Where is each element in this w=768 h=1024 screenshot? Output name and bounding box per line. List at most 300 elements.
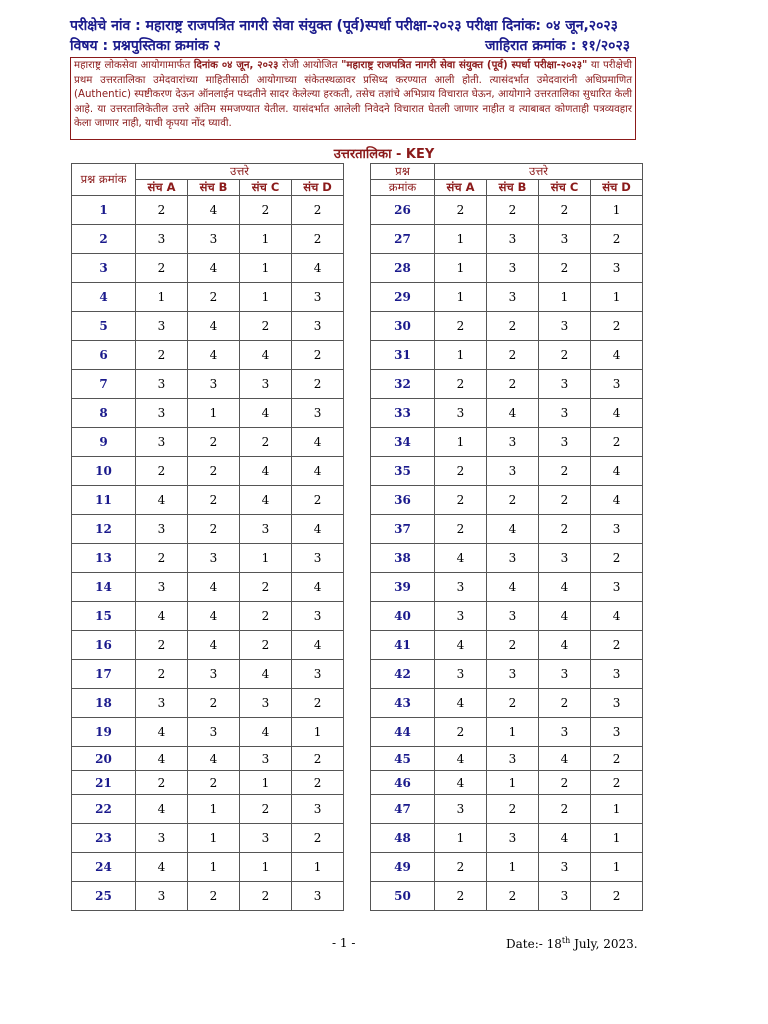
answer-set-b: 2 [188,882,240,911]
question-number: 20 [72,747,136,771]
table-row [72,428,344,457]
table-row [371,457,643,486]
question-number: 47 [371,795,435,824]
answer-set-a: 3 [136,573,188,602]
answer-set-a: 2 [435,853,487,882]
answer-set-c: 2 [539,795,591,824]
answer-set-a: 1 [435,824,487,853]
answer-set-c: 1 [240,853,292,882]
answer-set-a: 3 [136,312,188,341]
answer-set-d: 4 [292,254,344,283]
set-b-header: संच B [188,180,240,196]
answer-set-c: 3 [240,370,292,399]
answer-set-d: 2 [292,341,344,370]
answer-set-b: 2 [487,486,539,515]
answer-set-a: 3 [435,573,487,602]
table-row [371,428,643,457]
question-number: 39 [371,573,435,602]
advert-number: जाहिरात क्रमांक : ११/२०२३ [485,38,630,54]
answer-set-d: 2 [591,312,643,341]
answer-set-a: 2 [136,631,188,660]
table-row [371,312,643,341]
answer-set-c: 2 [539,254,591,283]
answers-header: उत्तरे [136,164,344,180]
question-number: 29 [371,283,435,312]
question-number: 40 [371,602,435,631]
answer-set-a: 3 [136,225,188,254]
answer-set-b: 3 [188,544,240,573]
answer-set-c: 2 [539,771,591,795]
answer-set-b: 4 [188,312,240,341]
answer-set-d: 2 [591,747,643,771]
answer-set-c: 2 [240,196,292,225]
answer-set-b: 2 [188,515,240,544]
answer-set-c: 2 [240,573,292,602]
answer-set-c: 3 [539,370,591,399]
answer-set-c: 4 [539,602,591,631]
answer-set-b: 3 [188,370,240,399]
question-number: 3 [72,254,136,283]
table-row [371,399,643,428]
answer-set-c: 2 [240,428,292,457]
table-row [72,399,344,428]
answer-set-b: 1 [188,824,240,853]
answer-set-d: 4 [591,602,643,631]
answer-set-b: 3 [487,428,539,457]
answer-set-a: 2 [435,515,487,544]
answer-set-a: 1 [435,428,487,457]
answer-set-c: 1 [240,283,292,312]
answer-set-d: 3 [292,312,344,341]
answer-set-b: 4 [188,747,240,771]
answer-set-b: 3 [487,457,539,486]
table-row [371,882,643,911]
subject-label: विषय : प्रश्नपुस्तिका क्रमांक २ [70,38,221,54]
answer-set-c: 1 [240,225,292,254]
table-row [371,341,643,370]
answer-set-b: 2 [487,312,539,341]
answer-set-c: 4 [240,341,292,370]
question-number: 25 [72,882,136,911]
answer-set-a: 1 [435,254,487,283]
answer-set-d: 2 [591,771,643,795]
table-row [371,631,643,660]
answer-set-c: 2 [539,196,591,225]
answer-set-d: 3 [591,573,643,602]
question-number: 18 [72,689,136,718]
answer-set-c: 2 [240,882,292,911]
question-number: 16 [72,631,136,660]
question-number-header: प्रश्न क्रमांक [72,164,136,196]
table-row [72,341,344,370]
question-number: 43 [371,689,435,718]
answer-set-a: 4 [136,747,188,771]
answer-set-d: 2 [292,689,344,718]
answer-set-d: 3 [591,689,643,718]
answer-key-table-left [71,163,344,911]
set-d-header: संच D [292,180,344,196]
answer-set-a: 4 [435,631,487,660]
answer-set-a: 4 [136,853,188,882]
answer-set-b: 2 [487,689,539,718]
question-number: 35 [371,457,435,486]
answer-set-d: 3 [292,882,344,911]
table-row [72,689,344,718]
answer-set-d: 2 [292,824,344,853]
answer-set-d: 3 [591,370,643,399]
answer-set-c: 4 [240,457,292,486]
answer-set-d: 2 [292,196,344,225]
answer-set-d: 3 [292,399,344,428]
answer-set-a: 4 [435,544,487,573]
answer-set-b: 3 [188,225,240,254]
answer-set-b: 2 [188,283,240,312]
answer-set-a: 2 [435,457,487,486]
answer-set-a: 2 [435,718,487,747]
answer-set-a: 3 [435,399,487,428]
answer-set-d: 2 [591,544,643,573]
answer-set-c: 4 [240,718,292,747]
answer-set-b: 1 [188,795,240,824]
answer-set-a: 4 [136,795,188,824]
answer-set-b: 4 [487,515,539,544]
question-number: 10 [72,457,136,486]
set-c-header: संच C [240,180,292,196]
answer-set-b: 2 [188,428,240,457]
answer-set-c: 2 [240,631,292,660]
answer-set-d: 1 [292,718,344,747]
table-row [72,602,344,631]
question-number: 1 [72,196,136,225]
answer-set-d: 3 [292,602,344,631]
table-row [72,457,344,486]
answer-set-d: 4 [292,428,344,457]
table-row [371,771,643,795]
question-number: 17 [72,660,136,689]
answer-set-a: 2 [435,486,487,515]
answer-set-b: 4 [188,631,240,660]
answer-set-c: 3 [539,312,591,341]
table-row [72,225,344,254]
answer-set-d: 1 [591,853,643,882]
answer-set-d: 4 [292,515,344,544]
answer-set-a: 4 [136,486,188,515]
notice-text-3: या परीक्षेची प्रथम उत्तरतालिका उमेदवारांच्या माहितीसाठी आयोगाच्या संकेतस्थळावर प्रसिध्द करण्यात आली होती. त्यासंदर्भात उमेदवारांनी अधिप्रमाणित (Authentic) स्पष्टीकरण देऊन ऑनलाईन पध्दतीने सादर केलेल्या हरकती, तसेच तज्ञांचे अभिप्राय विचारात घेऊन, आयोगाने उत्तरतालिका सुधारित केली आहे. या उत्तरतालिकेतील उत्तरे अंतिम समजण्यात येतील. यासंदर्भात आलेली निवेदने विचारात घेतली जाणार नाहीत व त्याबाबत कोणताही पत्रव्यवहार केला जाणार नाही, याची कृपया नोंद घ्यावी. [74,60,632,130]
answer-set-a: 2 [435,882,487,911]
question-number: 26 [371,196,435,225]
table-row [72,882,344,911]
question-number: 36 [371,486,435,515]
question-number: 49 [371,853,435,882]
answer-set-c: 3 [240,689,292,718]
question-number: 50 [371,882,435,911]
answer-set-d: 2 [292,747,344,771]
answer-set-b: 2 [188,771,240,795]
answer-set-c: 1 [240,771,292,795]
table-row [371,747,643,771]
table-row [72,853,344,882]
answer-set-b: 4 [188,254,240,283]
answer-set-c: 2 [539,689,591,718]
table-row [72,631,344,660]
table-row [72,312,344,341]
answer-set-c: 4 [240,399,292,428]
answer-set-a: 4 [435,689,487,718]
answer-set-c: 2 [539,457,591,486]
answer-set-a: 2 [136,457,188,486]
table-row [371,602,643,631]
table-row [371,573,643,602]
answer-set-a: 1 [435,283,487,312]
question-number: 27 [371,225,435,254]
question-number: 24 [72,853,136,882]
question-number: 32 [371,370,435,399]
answer-set-c: 2 [539,486,591,515]
answer-set-b: 3 [487,660,539,689]
answer-set-b: 1 [487,771,539,795]
answer-set-c: 2 [240,602,292,631]
set-d-header: संच D [591,180,643,196]
answer-set-a: 3 [136,882,188,911]
answer-set-c: 2 [240,795,292,824]
table-row [371,225,643,254]
table-row [72,544,344,573]
answer-set-c: 3 [240,747,292,771]
answer-set-b: 4 [188,341,240,370]
answer-set-d: 2 [292,370,344,399]
answer-set-c: 3 [539,718,591,747]
answer-set-d: 2 [292,225,344,254]
answer-set-c: 2 [539,341,591,370]
question-number: 2 [72,225,136,254]
answer-set-a: 3 [136,428,188,457]
question-number: 12 [72,515,136,544]
answer-set-b: 3 [487,747,539,771]
answer-set-a: 1 [136,283,188,312]
table-row [72,824,344,853]
question-number: 8 [72,399,136,428]
question-number: 28 [371,254,435,283]
answer-set-d: 4 [591,341,643,370]
answer-set-c: 3 [240,824,292,853]
answer-set-b: 1 [188,399,240,428]
answer-set-c: 2 [240,312,292,341]
question-number: 45 [371,747,435,771]
question-number: 13 [72,544,136,573]
table-row [72,283,344,312]
set-a-header: संच A [435,180,487,196]
question-number: 22 [72,795,136,824]
table-row [371,718,643,747]
set-a-header: संच A [136,180,188,196]
answer-set-a: 2 [136,254,188,283]
answer-set-b: 2 [487,341,539,370]
table-row [72,795,344,824]
table-row [72,486,344,515]
answers-header: उत्तरे [435,164,643,180]
answer-set-b: 4 [188,196,240,225]
table-row [371,660,643,689]
answer-set-c: 3 [539,399,591,428]
answer-set-a: 3 [136,515,188,544]
answer-set-d: 3 [292,544,344,573]
table-row [371,544,643,573]
answer-set-b: 3 [188,660,240,689]
answer-set-a: 4 [435,747,487,771]
answer-set-c: 3 [539,544,591,573]
notice-text-2: रोजी आयोजित [278,60,342,71]
notice-date: दिनांक ०४ जून, २०२३ [193,60,279,71]
answer-set-b: 2 [487,196,539,225]
table-row [371,853,643,882]
question-number: 21 [72,771,136,795]
question-number: 38 [371,544,435,573]
date-prefix: Date:- 18 [506,937,562,951]
table-row [371,515,643,544]
answer-set-c: 3 [539,660,591,689]
answer-set-c: 4 [539,824,591,853]
answer-set-a: 3 [435,602,487,631]
answer-set-a: 3 [435,660,487,689]
question-header-line2: क्रमांक [371,180,435,196]
answer-set-d: 4 [292,457,344,486]
answer-set-c: 1 [539,283,591,312]
answer-set-b: 4 [188,602,240,631]
answer-set-d: 4 [591,399,643,428]
answer-set-b: 3 [487,544,539,573]
question-number: 42 [371,660,435,689]
table-row [371,254,643,283]
answer-set-d: 3 [591,515,643,544]
answer-set-b: 2 [487,882,539,911]
answer-set-a: 3 [435,795,487,824]
answer-set-c: 3 [539,428,591,457]
answer-key-table-right [370,163,643,911]
answer-set-a: 4 [136,718,188,747]
answer-set-a: 2 [136,544,188,573]
answer-set-d: 1 [591,196,643,225]
question-number: 19 [72,718,136,747]
answer-set-c: 1 [240,544,292,573]
question-number: 41 [371,631,435,660]
answer-set-b: 1 [188,853,240,882]
answer-set-b: 3 [487,602,539,631]
answer-set-c: 3 [539,882,591,911]
table-row [72,718,344,747]
answer-set-c: 4 [539,631,591,660]
question-number: 11 [72,486,136,515]
question-number: 9 [72,428,136,457]
answer-set-a: 2 [435,312,487,341]
answer-set-b: 2 [487,795,539,824]
answer-set-a: 1 [435,225,487,254]
date-sup: th [561,936,571,945]
answer-set-d: 1 [591,824,643,853]
answer-set-d: 3 [591,254,643,283]
table-row [72,196,344,225]
table-row [371,824,643,853]
table-row [72,660,344,689]
answer-set-d: 2 [292,771,344,795]
answer-set-b: 4 [188,573,240,602]
answer-set-a: 2 [136,660,188,689]
table-row [371,370,643,399]
answer-set-d: 1 [292,853,344,882]
question-number: 23 [72,824,136,853]
table-row [72,771,344,795]
document-date [506,936,638,951]
answer-set-a: 3 [136,689,188,718]
answer-set-d: 4 [292,573,344,602]
answer-set-d: 3 [292,660,344,689]
answer-set-d: 4 [591,486,643,515]
date-suffix: July, 2023. [570,937,638,951]
answer-set-b: 3 [487,225,539,254]
answer-set-d: 3 [292,283,344,312]
answer-set-b: 2 [188,486,240,515]
answer-set-a: 2 [136,341,188,370]
answer-set-b: 4 [487,399,539,428]
answer-set-b: 2 [487,631,539,660]
question-number: 37 [371,515,435,544]
table-row [72,254,344,283]
answer-set-d: 3 [292,795,344,824]
question-header-line1: प्रश्न [371,164,435,180]
table-row [72,573,344,602]
table-row [72,747,344,771]
answer-set-b: 1 [487,718,539,747]
table-row [371,689,643,718]
question-number: 7 [72,370,136,399]
answer-set-d: 2 [591,882,643,911]
answer-set-b: 4 [487,573,539,602]
set-b-header: संच B [487,180,539,196]
key-title: उत्तरतालिका - KEY [333,147,435,162]
answer-set-b: 2 [188,457,240,486]
answer-set-b: 3 [188,718,240,747]
notice-box [70,57,636,140]
question-number: 4 [72,283,136,312]
answer-set-a: 3 [136,824,188,853]
question-number: 33 [371,399,435,428]
page-number: - 1 - [332,936,356,950]
question-number: 44 [371,718,435,747]
answer-set-b: 3 [487,824,539,853]
answer-set-d: 2 [292,486,344,515]
answer-set-d: 4 [292,631,344,660]
answer-set-a: 2 [435,196,487,225]
answer-set-a: 1 [435,341,487,370]
answer-set-a: 4 [435,771,487,795]
exam-title: परीक्षेचे नांव : महाराष्ट्र राजपत्रित नागरी सेवा संयुक्त (पूर्व)स्पर्धा परीक्षा-२०२३ परीक्षा दिनांक: ०४ जून,२०२३ [70,18,618,34]
answer-set-c: 3 [539,853,591,882]
answer-set-c: 3 [240,515,292,544]
question-number: 5 [72,312,136,341]
subject-line [70,36,630,55]
question-number: 14 [72,573,136,602]
answer-set-a: 3 [136,399,188,428]
notice-text-1: महाराष्ट्र लोकसेवा आयोगामार्फत [74,60,194,71]
answer-set-b: 2 [487,370,539,399]
answer-set-d: 4 [591,457,643,486]
question-number: 6 [72,341,136,370]
table-row [371,196,643,225]
answer-set-b: 2 [188,689,240,718]
answer-set-c: 4 [240,486,292,515]
answer-set-a: 2 [136,771,188,795]
table-row [371,486,643,515]
question-number: 46 [371,771,435,795]
